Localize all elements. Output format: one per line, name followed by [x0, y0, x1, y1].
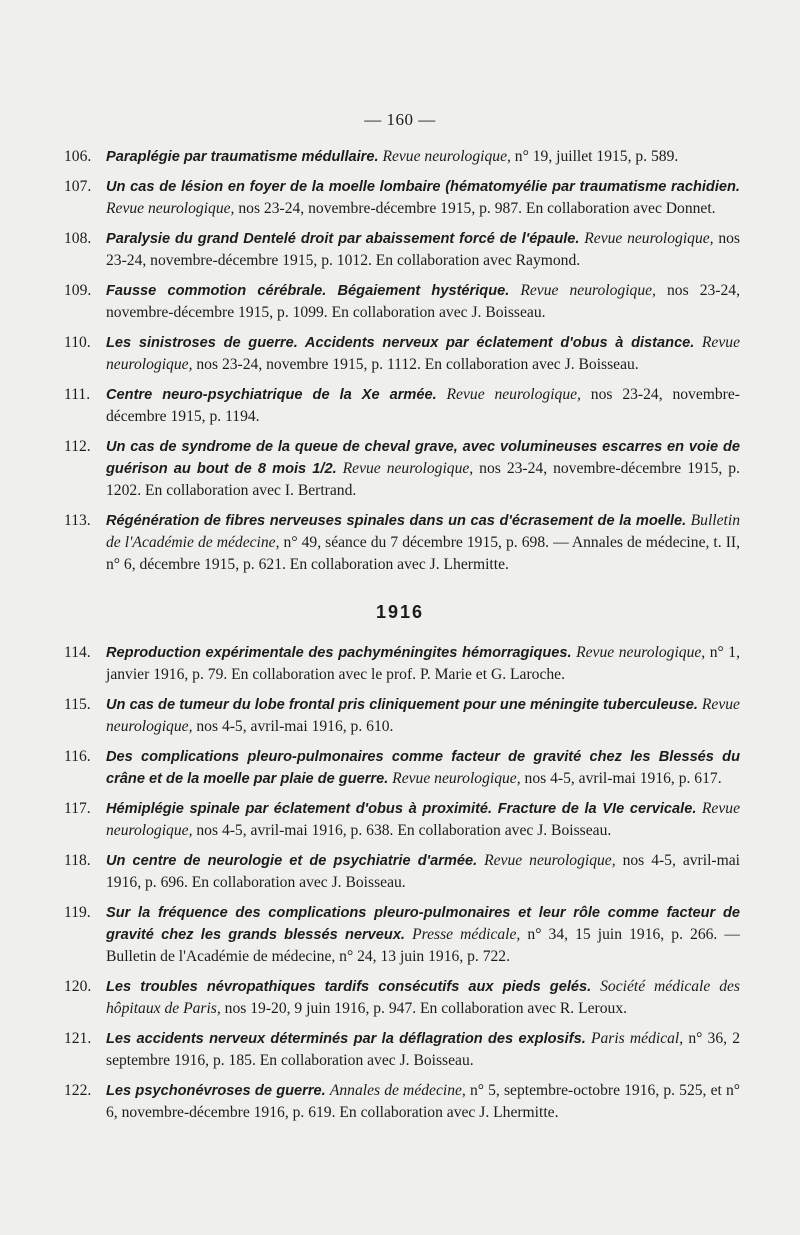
entry-details: nos 4-5, avril-mai 1916, p. 617. — [520, 770, 722, 787]
entry-details: n° 49, séance du 7 décembre 1915, p. 698. — Annales de médecine, t. II, n° 6, décembre 1915, p. 621. En collaboration avec J. Lhermitte. — [106, 534, 740, 573]
entry-journal: Revue neurologique, — [106, 800, 740, 839]
entry-number: 106. — [64, 148, 92, 165]
entry-details: n° 1, janvier 1916, p. 79. En collaboration avec le prof. P. Marie et G. Laroche. — [106, 644, 740, 683]
entry-title: Régénération de fibres nerveuses spinales dans un cas d'écrasement de la moelle. — [106, 513, 687, 529]
bibliography-entry — [64, 1080, 740, 1124]
entry-details: nos 4-5, avril-mai 1916, p. 638. En collaboration avec J. Boisseau. — [192, 822, 612, 839]
entry-title: Des complications pleuro-pulmonaires comme facteur de gravité chez les Blessés du crâne et de la moelle par plaie de guerre. — [106, 749, 740, 787]
entry-details: n° 19, juillet 1915, p. 589. — [510, 148, 679, 165]
entry-title: Reproduction expérimentale des pachyméningites hémorragiques. — [106, 645, 572, 661]
bibliography-entry — [64, 798, 740, 842]
entry-details: n° 5, septembre-octobre 1916, p. 525, et n° 6, novembre-décembre 1916, p. 619. En collaboration avec J. Lhermitte. — [106, 1082, 741, 1121]
bibliography-entry — [64, 694, 740, 738]
entry-journal: Revue neurologique, — [106, 200, 235, 217]
entry-title: Hémiplégie spinale par éclatement d'obus à proximité. Fracture de la VIe cervicale. — [106, 801, 697, 817]
bibliography-entry — [64, 332, 740, 376]
entry-journal: Revue neurologique, — [106, 334, 740, 373]
bibliography-entry — [64, 1028, 740, 1072]
bibliography-list-1916 — [64, 642, 740, 1132]
entry-journal: Annales de médecine, — [329, 1082, 466, 1099]
entry-number: 111. — [64, 386, 91, 403]
entry-journal: Presse médicale, — [412, 926, 521, 943]
bibliography-entry — [64, 850, 740, 894]
bibliography-entry — [64, 280, 740, 324]
entry-journal: Revue neurologique, — [446, 386, 581, 403]
entry-title: Fausse commotion cérébrale. Bégaiement hystérique. — [106, 283, 510, 299]
entry-number: 112. — [64, 438, 91, 455]
entry-number: 113. — [64, 512, 91, 529]
entry-number: 108. — [64, 230, 92, 247]
entry-title: Un cas de lésion en foyer de la moelle lombaire (hématomyélie par traumatisme rachidien. — [106, 179, 740, 195]
bibliography-entry — [64, 146, 740, 168]
entry-details: nos 4-5, avril-mai 1916, p. 610. — [192, 718, 394, 735]
entry-title: Les sinistroses de guerre. Accidents nerveux par éclatement d'obus à distance. — [106, 335, 695, 351]
bibliography-entry — [64, 436, 740, 502]
entry-number: 117. — [64, 800, 91, 817]
entry-details: n° 36, 2 septembre 1916, p. 185. En collaboration avec J. Boisseau. — [106, 1030, 740, 1069]
entry-number: 122. — [64, 1082, 92, 1099]
bibliography-list-1915 — [64, 146, 740, 584]
entry-journal: Bulletin de l'Académie de médecine, — [106, 512, 740, 551]
bibliography-entry — [64, 384, 740, 428]
entry-details: nos 23-24, novembre-décembre 1915, p. 1194. — [106, 386, 740, 425]
bibliography-entry — [64, 746, 740, 790]
entry-details: nos 23-24, novembre-décembre 1915, p. 1099. En collaboration avec J. Boisseau. — [106, 282, 740, 321]
entry-title: Un centre de neurologie et de psychiatrie d'armée. — [106, 853, 478, 869]
entry-details: nos 23-24, novembre-décembre 1915, p. 1012. En collaboration avec Raymond. — [106, 230, 740, 269]
bibliography-entry — [64, 642, 740, 686]
entry-title: Les accidents nerveux déterminés par la déflagration des explosifs. — [106, 1031, 586, 1047]
entry-details: nos 4-5, avril-mai 1916, p. 696. En collaboration avec J. Boisseau. — [106, 852, 740, 891]
entry-details: n° 34, 15 juin 1916, p. 266. — Bulletin de l'Académie de médecine, n° 24, 13 juin 1916, p. 722. — [106, 926, 740, 965]
bibliography-entry — [64, 510, 740, 576]
entry-journal: Société médicale des hôpitaux de Paris, — [106, 978, 741, 1017]
entry-title: Un cas de syndrome de la queue de cheval grave, avec volumineuses escarres en voie de guérison au bout de 8 mois 1/2. — [106, 439, 740, 477]
bibliography-entry — [64, 228, 740, 272]
entry-details: nos 23-24, novembre-décembre 1915, p. 1202. En collaboration avec I. Bertrand. — [106, 460, 740, 499]
entry-number: 119. — [64, 904, 91, 921]
entry-title: Paralysie du grand Dentelé droit par abaissement forcé de l'épaule. — [106, 231, 580, 247]
entry-number: 109. — [64, 282, 92, 299]
bibliography-entry — [64, 176, 740, 220]
entry-journal: Revue neurologique, — [484, 852, 616, 869]
entry-journal: Revue neurologique, — [342, 460, 474, 477]
entry-journal: Paris médical, — [590, 1030, 684, 1047]
entry-title: Les psychonévroses de guerre. — [106, 1083, 326, 1099]
entry-details: nos 23-24, novembre 1915, p. 1112. En collaboration avec J. Boisseau. — [192, 356, 639, 373]
entry-title: Centre neuro-psychiatrique de la Xe armée. — [106, 387, 437, 403]
entry-number: 115. — [64, 696, 91, 713]
bibliography-entry — [64, 902, 740, 968]
year-heading: 1916 — [375, 602, 425, 622]
entry-number: 110. — [64, 334, 91, 351]
entry-details: nos 19-20, 9 juin 1916, p. 947. En collaboration avec R. Leroux. — [220, 1000, 628, 1017]
entry-journal: Revue neurologique, — [106, 696, 740, 735]
entry-journal: Revue neurologique, — [382, 148, 511, 165]
entry-journal: Revue neurologique, — [584, 230, 714, 247]
entry-details: nos 23-24, novembre-décembre 1915, p. 987. En collaboration avec Donnet. — [234, 200, 716, 217]
entry-title: Un cas de tumeur du lobe frontal pris cliniquement pour une méningite tuberculeuse. — [106, 697, 698, 713]
page-number-header: — 160 — — [364, 110, 436, 129]
entry-number: 121. — [64, 1030, 92, 1047]
entry-journal: Revue neurologique, — [576, 644, 706, 661]
entry-journal: Revue neurologique, — [520, 282, 656, 299]
entry-title: Sur la fréquence des complications pleuro-pulmonaires et leur rôle comme facteur de gravité chez les grands blessés nerveux. — [106, 905, 740, 943]
entry-title: Les troubles névropathiques tardifs consécutifs aux pieds gelés. — [106, 979, 592, 995]
entry-journal: Revue neurologique, — [392, 770, 521, 787]
entry-number: 116. — [64, 748, 91, 765]
entry-number: 118. — [64, 852, 91, 869]
entry-number: 114. — [64, 644, 91, 661]
bibliography-entry — [64, 976, 740, 1020]
entry-title: Paraplégie par traumatisme médullaire. — [106, 149, 379, 165]
entry-number: 120. — [64, 978, 92, 995]
entry-number: 107. — [64, 178, 92, 195]
